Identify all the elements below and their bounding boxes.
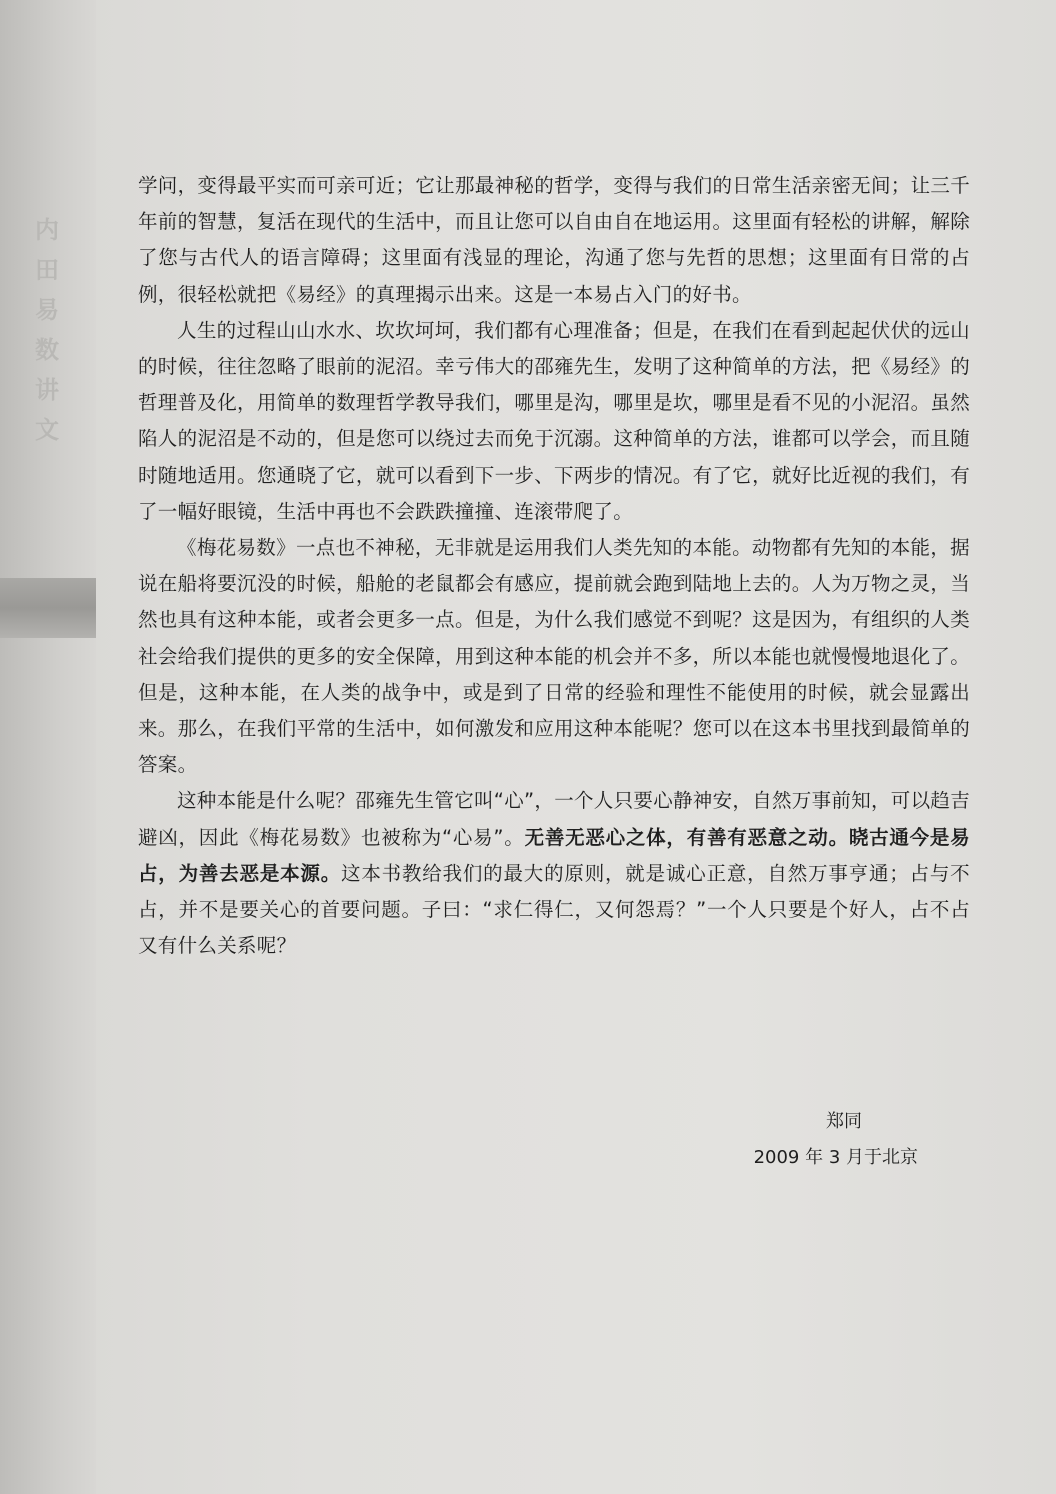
signature-block bbox=[754, 1104, 918, 1176]
paragraph-1: 学问，变得最平实而可亲可近；它让那最神秘的哲学，变得与我们的日常生活亲密无间；让三千年前的智慧，复活在现代的生活中，而且让您可以自由自在地运用。这里面有轻松的讲解，解除了您与古代人的语言障碍；这里面有浅显的理论，沟通了您与先哲的思想；这里面有日常的占例，很轻松就把《易经》的真理揭示出来。这是一本易占入门的好书。 bbox=[138, 174, 970, 306]
preface-text bbox=[138, 168, 970, 964]
paragraph-4-text-a: 这种本能是什么呢？邵雍先生管它叫“心”，一个人只要心静神安，自然万事前知，可以趋吉避凶，因此《梅花易数》也被称为“心易”。 bbox=[138, 789, 971, 849]
spine-title: 内田易数讲文 bbox=[35, 216, 59, 444]
paragraph-4 bbox=[138, 783, 970, 964]
author-name: 郑同 bbox=[826, 1111, 862, 1132]
signature-date: 2009 年 3 月于北京 bbox=[753, 1147, 918, 1168]
paragraph-3: 《梅花易数》一点也不神秘，无非就是运用我们人类先知的本能。动物都有先知的本能，据说在船将要沉没的时候，船舱的老鼠都会有感应，提前就会跑到陆地上去的。人为万物之灵，当然也具有这种本能，或者会更多一点。但是，为什么我们感觉不到呢？这是因为，有组织的人类社会给我们提供的更多的安全保障，用到这种本能的机会并不多，所以本能也就慢慢地退化了。但是，这种本能，在人类的战争中，或是到了日常的经验和理性不能使用的时候，就会显露出来。那么，在我们平常的生活中，如何激发和应用这种本能呢？您可以在这本书里找到最简单的答案。 bbox=[138, 536, 970, 777]
paragraph-4-text-b: 这本书教给我们的最大的原则，就是诚心正意，自然万事亨通；占与不占，并不是要关心的首要问题。子曰：“求仁得仁，又何怨焉？”一个人只要是个好人，占不占又有什么关系呢？ bbox=[138, 861, 970, 958]
paragraph-2: 人生的过程山山水水、坎坎坷坷，我们都有心理准备；但是，在我们在看到起起伏伏的远山的时候，往往忽略了眼前的泥沼。幸亏伟大的邵雍先生，发明了这种简单的方法，把《易经》的哲理普及化，用简单的数理哲学教导我们，哪里是沟，哪里是坎，哪里是看不见的小泥沼。虽然陷人的泥沼是不动的，但是您可以绕过去而免于沉溺。这种简单的方法，谁都可以学会，而且随时随地适用。您通晓了它，就可以看到下一步、下两步的情况。有了它，就好比近视的我们，有了一幅好眼镜，生活中再也不会跌跌撞撞、连滚带爬了。 bbox=[138, 318, 970, 523]
paragraph-4-bold-quote: 无善无恶心之体，有善有恶意之动。晓古通今是易占，为善去恶是本源。 bbox=[138, 825, 970, 885]
spine-gray-band bbox=[0, 578, 96, 638]
